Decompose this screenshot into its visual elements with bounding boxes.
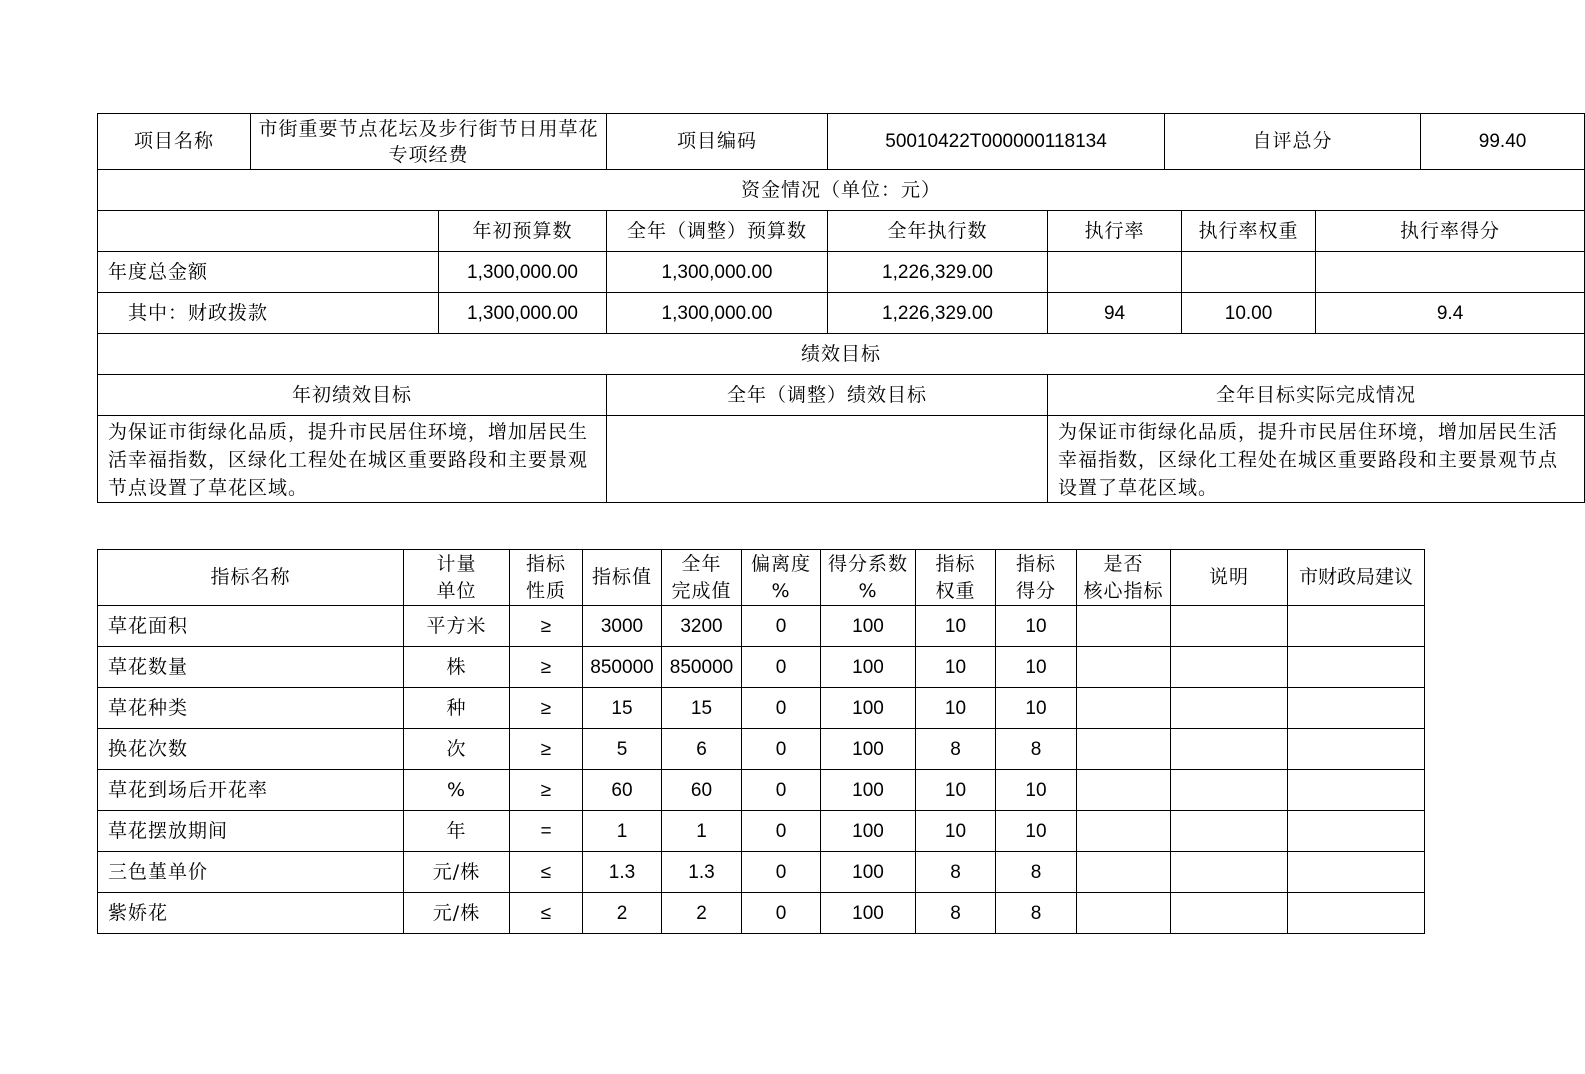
ind-unit: 种 (404, 688, 510, 729)
ind-col-core (1077, 550, 1171, 606)
ind-done: 1 (662, 811, 742, 852)
ind-deviation: 0 (742, 852, 821, 893)
ind-advice (1288, 811, 1425, 852)
project-code: 50010422T000000118134 (828, 114, 1165, 170)
ind-nature: ≥ (510, 729, 583, 770)
table-row (98, 729, 1425, 770)
funds-rate-value: 94 (1048, 293, 1182, 334)
ind-col-unit-line2: 单位 (436, 579, 477, 602)
ind-name: 草花种类 (98, 688, 404, 729)
ind-note (1171, 811, 1288, 852)
ind-core (1077, 811, 1171, 852)
ind-name: 草花面积 (98, 606, 404, 647)
ind-deviation: 0 (742, 647, 821, 688)
ind-col-weight-line2: 权重 (935, 579, 976, 602)
ind-col-core-line1: 是否 (1103, 552, 1144, 575)
funds-section-title: 资金情况（单位：元） (98, 170, 1585, 211)
ind-done: 3200 (662, 606, 742, 647)
ind-col-nature-line2: 性质 (525, 579, 566, 602)
ind-unit: 次 (404, 729, 510, 770)
ind-col-score-line2: 得分 (1015, 579, 1056, 602)
project-info-table (97, 113, 1585, 503)
ind-col-core-line2: 核心指标 (1083, 579, 1164, 602)
goals-col-adjusted: 全年（调整）绩效目标 (607, 375, 1048, 416)
ind-note (1171, 893, 1288, 934)
funds-weight-value (1182, 252, 1316, 293)
ind-col-unit-line1: 计量 (436, 552, 477, 575)
ind-value: 2 (583, 893, 662, 934)
goals-adjusted-text (607, 416, 1048, 503)
ind-name: 草花数量 (98, 647, 404, 688)
funds-col-weight: 执行率权重 (1182, 211, 1316, 252)
project-name: 市街重要节点花坛及步行街节日用草花专项经费 (251, 114, 607, 170)
ind-note (1171, 729, 1288, 770)
ind-unit: % (404, 770, 510, 811)
ind-unit: 年 (404, 811, 510, 852)
ind-core (1077, 688, 1171, 729)
ind-name: 换花次数 (98, 729, 404, 770)
indicators-body (98, 606, 1425, 934)
table-row (98, 893, 1425, 934)
funds-row-label: 年度总金额 (98, 252, 439, 293)
funds-col-rate: 执行率 (1048, 211, 1182, 252)
ind-nature: ≥ (510, 770, 583, 811)
table-row (98, 688, 1425, 729)
goals-col-initial: 年初绩效目标 (98, 375, 607, 416)
ind-done: 1.3 (662, 852, 742, 893)
indicators-header-row (98, 550, 1425, 606)
goals-section-title: 绩效目标 (98, 334, 1585, 375)
ind-note (1171, 606, 1288, 647)
funds-col-score: 执行率得分 (1316, 211, 1585, 252)
ind-col-coefficient-line1: 得分系数 (827, 552, 908, 575)
funds-header-row (98, 211, 1585, 252)
ind-coefficient: 100 (821, 893, 916, 934)
ind-col-unit (404, 550, 510, 606)
goals-actual-text: 为保证市街绿化品质，提升市民居住环境，增加居民生活幸福指数，区绿化工程处在城区重要路段和主要景观节点设置了草花区域。 (1048, 416, 1585, 503)
ind-weight: 10 (916, 688, 996, 729)
funds-col-executed: 全年执行数 (828, 211, 1048, 252)
ind-coefficient: 100 (821, 688, 916, 729)
indicators-table (97, 549, 1425, 934)
ind-nature: ≤ (510, 893, 583, 934)
funds-executed-value: 1,226,329.00 (828, 252, 1048, 293)
ind-advice (1288, 770, 1425, 811)
ind-coefficient: 100 (821, 811, 916, 852)
ind-score: 10 (996, 688, 1077, 729)
total-score: 99.40 (1421, 114, 1585, 170)
ind-weight: 8 (916, 893, 996, 934)
ind-col-value: 指标值 (583, 550, 662, 606)
ind-deviation: 0 (742, 770, 821, 811)
goals-content-row (98, 416, 1585, 503)
funds-executed-value: 1,226,329.00 (828, 293, 1048, 334)
ind-unit: 元/株 (404, 852, 510, 893)
ind-value: 1 (583, 811, 662, 852)
ind-col-nature-line1: 指标 (525, 552, 566, 575)
ind-nature: = (510, 811, 583, 852)
ind-nature: ≥ (510, 688, 583, 729)
ind-score: 10 (996, 770, 1077, 811)
ind-score: 10 (996, 606, 1077, 647)
ind-advice (1288, 688, 1425, 729)
header-row (98, 114, 1585, 170)
ind-note (1171, 688, 1288, 729)
ind-col-weight (916, 550, 996, 606)
ind-col-advice: 市财政局建议 (1288, 550, 1425, 606)
funds-header-blank (98, 211, 439, 252)
ind-core (1077, 606, 1171, 647)
ind-col-score (996, 550, 1077, 606)
ind-col-done (662, 550, 742, 606)
ind-core (1077, 770, 1171, 811)
funds-score-value: 9.4 (1316, 293, 1585, 334)
funds-section-row (98, 170, 1585, 211)
ind-unit: 株 (404, 647, 510, 688)
ind-col-deviation (742, 550, 821, 606)
ind-weight: 10 (916, 811, 996, 852)
funds-row-fiscal (98, 293, 1585, 334)
ind-col-weight-line1: 指标 (935, 552, 976, 575)
ind-done: 850000 (662, 647, 742, 688)
ind-value: 1.3 (583, 852, 662, 893)
ind-col-note: 说明 (1171, 550, 1288, 606)
ind-name: 草花到场后开花率 (98, 770, 404, 811)
ind-note (1171, 852, 1288, 893)
funds-rate-value (1048, 252, 1182, 293)
ind-unit: 元/株 (404, 893, 510, 934)
ind-value: 3000 (583, 606, 662, 647)
ind-deviation: 0 (742, 893, 821, 934)
ind-core (1077, 729, 1171, 770)
ind-coefficient: 100 (821, 647, 916, 688)
ind-core (1077, 893, 1171, 934)
ind-coefficient: 100 (821, 770, 916, 811)
ind-deviation: 0 (742, 729, 821, 770)
ind-done: 60 (662, 770, 742, 811)
ind-weight: 10 (916, 606, 996, 647)
ind-name: 紫娇花 (98, 893, 404, 934)
ind-advice (1288, 893, 1425, 934)
table-row (98, 852, 1425, 893)
ind-score: 8 (996, 893, 1077, 934)
ind-done: 2 (662, 893, 742, 934)
ind-coefficient: 100 (821, 729, 916, 770)
ind-score: 10 (996, 811, 1077, 852)
ind-advice (1288, 852, 1425, 893)
ind-score: 10 (996, 647, 1077, 688)
table-row (98, 606, 1425, 647)
ind-weight: 8 (916, 852, 996, 893)
ind-weight: 10 (916, 770, 996, 811)
ind-advice (1288, 729, 1425, 770)
ind-deviation: 0 (742, 811, 821, 852)
ind-col-score-line1: 指标 (1015, 552, 1056, 575)
ind-advice (1288, 606, 1425, 647)
ind-col-coefficient (821, 550, 916, 606)
ind-name: 草花摆放期间 (98, 811, 404, 852)
funds-col-adjusted: 全年（调整）预算数 (607, 211, 828, 252)
ind-col-deviation-line1: 偏离度 (750, 552, 811, 575)
ind-value: 5 (583, 729, 662, 770)
funds-adjusted-value: 1,300,000.00 (607, 252, 828, 293)
ind-col-deviation-line2: % (771, 579, 791, 602)
ind-done: 6 (662, 729, 742, 770)
table-row (98, 647, 1425, 688)
ind-value: 850000 (583, 647, 662, 688)
ind-done: 15 (662, 688, 742, 729)
ind-weight: 8 (916, 729, 996, 770)
project-name-label: 项目名称 (98, 114, 251, 170)
score-label: 自评总分 (1165, 114, 1421, 170)
funds-row-total (98, 252, 1585, 293)
ind-core (1077, 647, 1171, 688)
ind-score: 8 (996, 729, 1077, 770)
funds-initial-value: 1,300,000.00 (439, 252, 607, 293)
ind-core (1077, 852, 1171, 893)
ind-note (1171, 770, 1288, 811)
ind-name: 三色堇单价 (98, 852, 404, 893)
ind-note (1171, 647, 1288, 688)
ind-coefficient: 100 (821, 852, 916, 893)
goals-initial-text: 为保证市街绿化品质，提升市民居住环境，增加居民生活幸福指数，区绿化工程处在城区重要路段和主要景观节点设置了草花区域。 (98, 416, 607, 503)
ind-nature: ≥ (510, 647, 583, 688)
funds-initial-value: 1,300,000.00 (439, 293, 607, 334)
funds-row-label: 其中：财政拨款 (98, 293, 439, 334)
ind-col-done-line1: 全年 (681, 552, 722, 575)
funds-weight-value: 10.00 (1182, 293, 1316, 334)
ind-advice (1288, 647, 1425, 688)
funds-col-initial: 年初预算数 (439, 211, 607, 252)
table-row (98, 770, 1425, 811)
ind-nature: ≥ (510, 606, 583, 647)
ind-value: 60 (583, 770, 662, 811)
ind-score: 8 (996, 852, 1077, 893)
ind-deviation: 0 (742, 606, 821, 647)
ind-col-nature (510, 550, 583, 606)
ind-deviation: 0 (742, 688, 821, 729)
ind-col-coefficient-line2: % (858, 579, 878, 602)
project-code-label: 项目编码 (607, 114, 828, 170)
ind-col-name: 指标名称 (98, 550, 404, 606)
ind-value: 15 (583, 688, 662, 729)
ind-nature: ≤ (510, 852, 583, 893)
ind-unit: 平方米 (404, 606, 510, 647)
funds-adjusted-value: 1,300,000.00 (607, 293, 828, 334)
goals-section-row (98, 334, 1585, 375)
ind-col-done-line2: 完成值 (671, 579, 732, 602)
goals-col-actual: 全年目标实际完成情况 (1048, 375, 1585, 416)
table-row (98, 811, 1425, 852)
funds-score-value (1316, 252, 1585, 293)
ind-weight: 10 (916, 647, 996, 688)
goals-header-row (98, 375, 1585, 416)
ind-coefficient: 100 (821, 606, 916, 647)
